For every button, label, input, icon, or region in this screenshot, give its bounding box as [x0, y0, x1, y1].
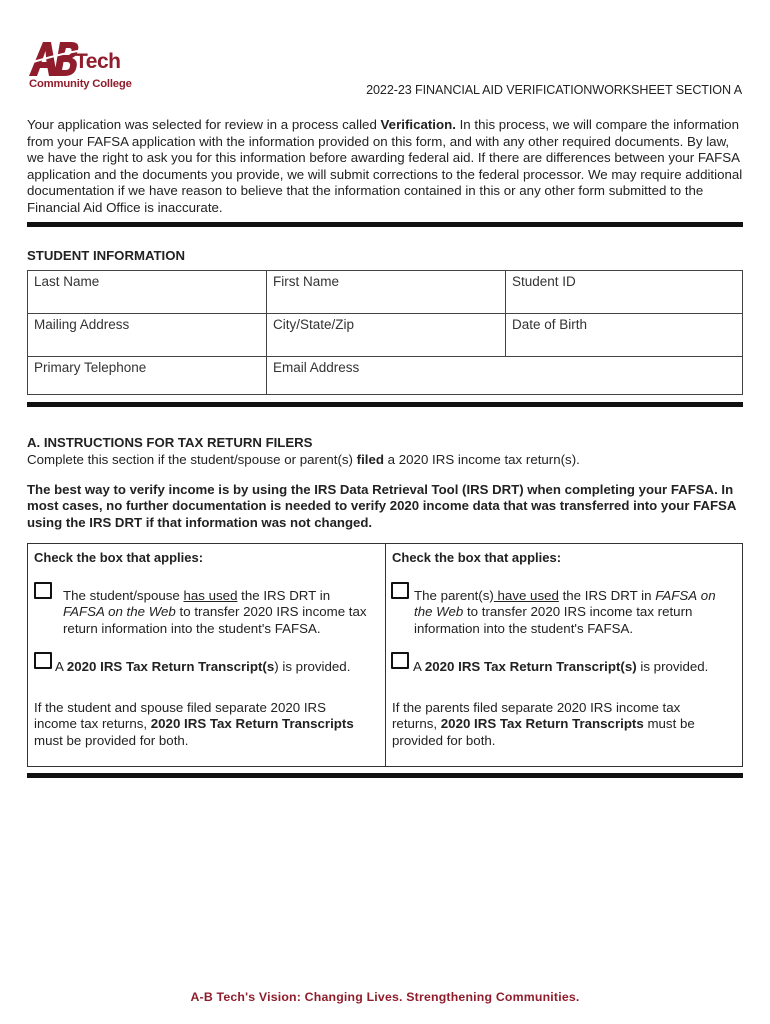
primary-telephone-label: Primary Telephone	[34, 360, 147, 375]
opt-text: The student/spouse	[63, 588, 184, 603]
opt-text: ) is provided.	[274, 659, 351, 674]
email-address-label: Email Address	[273, 360, 360, 375]
parent-column	[386, 544, 743, 766]
opt-text: A	[55, 659, 67, 674]
opt-underline: has used	[183, 588, 238, 603]
ab-tech-logo	[27, 40, 131, 96]
section-divider	[27, 773, 743, 778]
section-a-subtitle	[27, 452, 580, 467]
date-of-birth-field[interactable]	[506, 314, 743, 357]
opt-bold: 2020 IRS Tax Return Transcript(s	[66, 659, 275, 674]
note-text: must be provided for both.	[34, 732, 189, 748]
vision-footer: A-B Tech's Vision: Changing Lives. Strengthening Communities.	[190, 990, 580, 1004]
note-text: If the parents filed separate 2020 IRS income tax returns,	[392, 700, 681, 732]
opt-text: A	[413, 659, 425, 674]
opt-text: to transfer 2020 IRS income tax return information into the student's FAFSA.	[414, 604, 693, 636]
student-info-table	[27, 270, 743, 395]
parent-drt-checkbox[interactable]	[391, 582, 409, 599]
student-info-heading: STUDENT INFORMATION	[27, 248, 185, 263]
note-bold: 2020 IRS Tax Return Transcripts	[150, 716, 354, 732]
subtitle-bold: filed	[356, 452, 384, 467]
email-address-field[interactable]	[267, 357, 743, 395]
opt-italic: FAFSA	[655, 588, 698, 603]
primary-telephone-field[interactable]	[28, 357, 267, 395]
last-name-field[interactable]	[28, 271, 267, 314]
subtitle-post: a 2020 IRS income tax return(s).	[383, 452, 580, 467]
student-drt-option	[63, 588, 373, 637]
subtitle-pre: Complete this section if the student/spouse or parent(s)	[27, 452, 357, 467]
parent-transcript-checkbox[interactable]	[391, 652, 409, 669]
last-name-label: Last Name	[34, 274, 100, 289]
note-bold: 2020 IRS Tax Return Transcripts	[440, 716, 644, 732]
intro-keyword: Verification.	[380, 117, 456, 132]
student-transcript-option	[55, 659, 385, 675]
opt-text: the IRS DRT in	[558, 588, 656, 603]
intro-paragraph	[27, 117, 743, 217]
parent-drt-option	[414, 588, 734, 637]
tax-filer-checkbox-grid	[27, 543, 743, 767]
section-divider	[27, 222, 743, 227]
parent-transcript-option	[413, 659, 743, 675]
student-id-field[interactable]	[506, 271, 743, 314]
first-name-field[interactable]	[267, 271, 506, 314]
opt-text: the IRS DRT in	[237, 588, 331, 603]
irs-drt-guidance: The best way to verify income is by using the IRS Data Retrieval Tool (IRS DRT) when completing your FAFSA. In most cases, no further documentation is needed to verify 2020 income data that was transferred into your FAFSA using the IRS DRT if that information was not changed.	[27, 482, 736, 530]
city-state-zip-field[interactable]	[267, 314, 506, 357]
form-title: 2022-23 FINANCIAL AID VERIFICATIONWORKSHEET SECTION A	[366, 83, 742, 97]
parent-separate-returns-note	[392, 700, 712, 749]
opt-text: is provided.	[636, 659, 709, 674]
logo-college-text: Community College	[29, 78, 132, 90]
date-of-birth-label: Date of Birth	[512, 317, 588, 332]
opt-text: to transfer 2020 IRS income tax return information into the student's FAFSA.	[63, 604, 367, 636]
student-transcript-checkbox[interactable]	[34, 652, 52, 669]
parent-column-heading: Check the box that applies:	[392, 550, 562, 565]
opt-underline: have used	[493, 588, 559, 603]
mailing-address-field[interactable]	[28, 314, 267, 357]
first-name-label: First Name	[273, 274, 340, 289]
mailing-address-label: Mailing Address	[34, 317, 130, 332]
opt-text: The parent(s)	[414, 588, 494, 603]
intro-body: In this process, we will compare the information from your FAFSA application with the information provided on this form, and with any other required documents. By law, we have the right to ask you for this information before awarding federal aid. If there are differences between your FAFSA application and the documents you provide, we will submit corrections to the federal processor. We may require additional documentation if we have reason to believe that the information contained in this or any other form submitted to the Financial Aid Office is inaccurate.	[27, 117, 743, 215]
opt-italic: FAFSA on the Web	[63, 604, 176, 620]
student-drt-checkbox[interactable]	[34, 582, 52, 599]
city-state-zip-label: City/State/Zip	[273, 317, 355, 332]
student-column-heading: Check the box that applies:	[34, 550, 204, 565]
note-text: must be provided for both.	[392, 716, 695, 748]
intro-lead: Your application was selected for review in a process called	[27, 117, 381, 132]
note-text: If the student and spouse filed separate 2020 IRS income tax returns,	[34, 700, 326, 732]
section-a-heading: A. INSTRUCTIONS FOR TAX RETURN FILERS	[27, 435, 313, 450]
student-id-label: Student ID	[512, 274, 576, 289]
section-divider	[27, 402, 743, 407]
opt-italic: on the Web	[414, 588, 716, 620]
student-column	[28, 544, 385, 766]
student-separate-returns-note	[34, 700, 364, 749]
logo-tech-text: Tech	[75, 50, 121, 73]
opt-bold: 2020 IRS Tax Return Transcript(s)	[424, 659, 637, 674]
